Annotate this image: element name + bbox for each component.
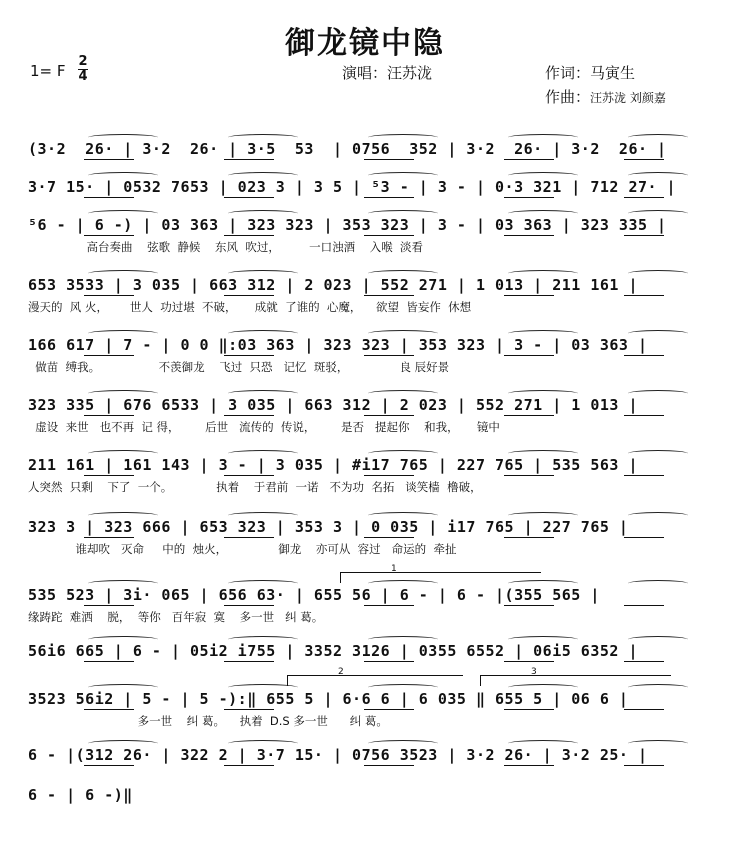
slur-mark: [368, 172, 438, 179]
beam-underline: [504, 159, 554, 160]
slur-mark: [628, 270, 688, 277]
beam-underline: [624, 537, 664, 538]
composer-names: 汪苏泷 刘颜嘉: [590, 91, 666, 105]
beam-underline: [504, 355, 554, 356]
beam-underline: [364, 415, 414, 416]
beam-underline: [84, 159, 134, 160]
beam-underline: [224, 415, 274, 416]
slur-mark: [88, 390, 158, 397]
beam-underline: [84, 197, 134, 198]
volta-bracket: [340, 564, 541, 583]
slur-mark: [508, 270, 578, 277]
beam-underline: [624, 159, 664, 160]
slur-mark: [368, 512, 438, 519]
beam-underline: [224, 475, 274, 476]
lyric-text: 虚设 来世 也不再 记 得， 后世 流传的 传说， 是否 提起你 和我， 镜中: [28, 420, 500, 434]
slur-mark: [228, 450, 298, 457]
notation-text: 323 3 | 323 666 | 653 323 | 353 3 | 0 035 | i17 765 | 227 765 |: [28, 518, 629, 536]
composer-label: 作曲：: [545, 88, 591, 106]
beam-underline: [624, 235, 664, 236]
slur-mark: [628, 636, 688, 643]
beam-underline: [624, 475, 664, 476]
beam-underline: [224, 197, 274, 198]
slur-mark: [88, 636, 158, 643]
slur-mark: [88, 512, 158, 519]
lyricist-credit: 作词：马寅生: [545, 64, 636, 82]
slur-mark: [508, 210, 578, 217]
slur-mark: [228, 172, 298, 179]
slur-mark: [628, 450, 688, 457]
slur-mark: [368, 390, 438, 397]
beam-underline: [364, 295, 414, 296]
slur-mark: [628, 134, 688, 141]
lyric-text: 谁却吹 灭命 中的 烛火， 御龙 亦可从 容过 命运的 牵扯: [28, 542, 457, 556]
beam-underline: [224, 661, 274, 662]
slur-mark: [368, 740, 438, 747]
slur-mark: [88, 684, 158, 691]
volta-number: 3: [531, 667, 537, 677]
beam-underline: [624, 605, 664, 606]
beam-underline: [504, 661, 554, 662]
beam-underline: [504, 295, 554, 296]
slur-mark: [228, 390, 298, 397]
notation-text: 3·7 15· | 0532 7653 | 023 3 | 3 5 | ⁵3 - | 3 - | 0·3 321 | 712 27· |: [28, 178, 677, 196]
slur-mark: [628, 330, 688, 337]
slur-mark: [628, 172, 688, 179]
beam-underline: [364, 197, 414, 198]
slur-mark: [508, 740, 578, 747]
key-signature: 1= F: [30, 62, 66, 80]
slur-mark: [628, 210, 688, 217]
beam-underline: [504, 235, 554, 236]
slur-mark: [368, 270, 438, 277]
beam-underline: [364, 765, 414, 766]
beam-underline: [504, 415, 554, 416]
slur-mark: [228, 330, 298, 337]
notation-text: 166 617 | 7 - | 0 0 ‖:03 363 | 323 323 | 353 323 | 3 - | 03 363 |: [28, 336, 648, 354]
beam-underline: [624, 355, 664, 356]
slur-mark: [228, 740, 298, 747]
beam-underline: [84, 415, 134, 416]
beam-underline: [624, 765, 664, 766]
beam-underline: [504, 475, 554, 476]
beam-underline: [84, 235, 134, 236]
slur-mark: [88, 134, 158, 141]
notation-text: 56i6 665 | 6 - | 05i2 i755 | 3352 3126 | 0355 6552 | 06i5 6352 |: [28, 642, 638, 660]
lyric-text: 缘踌跎 难洒 脱， 等你 百年寂 寞 多一世 纠 葛。: [28, 610, 324, 624]
beam-underline: [364, 355, 414, 356]
slur-mark: [228, 210, 298, 217]
notation-text: ⁵6 - | 6 -) | 03 363 | 323 323 | 353 323 | 3 - | 03 363 | 323 335 |: [28, 216, 667, 234]
slur-mark: [368, 210, 438, 217]
slur-mark: [508, 172, 578, 179]
beam-underline: [84, 605, 134, 606]
volta-number: 2: [338, 667, 344, 677]
notation-text: 323 335 | 676 6533 | 3 035 | 663 312 | 2 023 | 552 271 | 1 013 |: [28, 396, 638, 414]
beam-underline: [224, 709, 274, 710]
beam-underline: [624, 415, 664, 416]
beam-underline: [364, 159, 414, 160]
song-title: 御龙镜中隐: [285, 26, 445, 61]
beam-underline: [504, 197, 554, 198]
notation-text: 6 - |(312 26· | 322 2 | 3·7 15· | 0756 3523 | 3·2 26· | 3·2 25· |: [28, 746, 648, 764]
beam-underline: [224, 605, 274, 606]
notation-text: 6 - | 6 -)‖: [28, 786, 133, 804]
beam-underline: [364, 537, 414, 538]
slur-mark: [88, 330, 158, 337]
beam-underline: [504, 709, 554, 710]
notation-text: 535 523 | 3i· 065 | 656 63· | 655 56 | 6 - | 6 - |(355 565 |: [28, 586, 600, 604]
beam-underline: [624, 709, 664, 710]
beam-underline: [364, 661, 414, 662]
slur-mark: [88, 210, 158, 217]
beam-underline: [364, 235, 414, 236]
beam-underline: [224, 159, 274, 160]
lyric-text: 人突然 只剩 下了 一个。 执着 于君前 一诺 不为功 名拓 谈笑樯 橹破，: [28, 480, 482, 494]
beam-underline: [364, 605, 414, 606]
slur-mark: [508, 450, 578, 457]
beam-underline: [84, 765, 134, 766]
slur-mark: [228, 270, 298, 277]
slur-mark: [508, 330, 578, 337]
time-signature: [78, 55, 88, 84]
beam-underline: [624, 197, 664, 198]
beam-underline: [224, 295, 274, 296]
lyric-text: 漫天的 风 火， 世人 功过堪 不破， 成就 了谁的 心魔， 欲望 皆妄作 休想: [28, 300, 472, 314]
slur-mark: [228, 134, 298, 141]
beam-underline: [224, 235, 274, 236]
beam-underline: [224, 765, 274, 766]
composer-credit: [545, 86, 666, 107]
lyric-text: 多一世 纠 葛。 执着 D.S 多一世 纠 葛。: [28, 714, 388, 728]
slur-mark: [628, 390, 688, 397]
lyric-text: 做苗 缚我。 不羡御龙 飞过 只恐 记忆 斑驳， 良 辰好景: [28, 360, 450, 374]
beam-underline: [84, 709, 134, 710]
notation-text: 653 3533 | 3 035 | 663 312 | 2 023 | 552 271 | 1 013 | 211 161 |: [28, 276, 638, 294]
beam-underline: [504, 537, 554, 538]
slur-mark: [228, 580, 298, 587]
singer-credit: 演唱：汪苏泷: [342, 64, 433, 82]
slur-mark: [88, 450, 158, 457]
slur-mark: [368, 330, 438, 337]
slur-mark: [88, 172, 158, 179]
slur-mark: [628, 740, 688, 747]
slur-mark: [88, 580, 158, 587]
slur-mark: [228, 636, 298, 643]
volta-bracket: [480, 667, 671, 686]
volta-bracket: [287, 667, 463, 686]
slur-mark: [508, 636, 578, 643]
slur-mark: [508, 512, 578, 519]
slur-mark: [88, 740, 158, 747]
beam-underline: [504, 765, 554, 766]
slur-mark: [88, 270, 158, 277]
slur-mark: [228, 512, 298, 519]
beam-underline: [624, 661, 664, 662]
slur-mark: [628, 512, 688, 519]
beam-underline: [84, 295, 134, 296]
slur-mark: [368, 636, 438, 643]
slur-mark: [628, 580, 688, 587]
beam-underline: [624, 295, 664, 296]
lyric-text: 高台奏曲 弦歌 静候 东风 吹过， 一口浊酒 入喉 淡看: [28, 240, 424, 254]
time-numerator: 2: [78, 54, 88, 69]
slur-mark: [368, 134, 438, 141]
beam-underline: [364, 475, 414, 476]
notation-text: 211 161 | 161 143 | 3 - | 3 035 | #i17 765 | 227 765 | 535 563 |: [28, 456, 638, 474]
volta-number: 1: [391, 564, 397, 574]
beam-underline: [84, 355, 134, 356]
slur-mark: [508, 390, 578, 397]
beam-underline: [224, 537, 274, 538]
beam-underline: [84, 475, 134, 476]
beam-underline: [224, 355, 274, 356]
slur-mark: [508, 134, 578, 141]
slur-mark: [368, 450, 438, 457]
time-denominator: 4: [78, 69, 88, 84]
notation-text: (3·2 26· | 3·2 26· | 3·5 53 | 0756 352 | 3·2 26· | 3·2 26· |: [28, 140, 667, 158]
beam-underline: [364, 709, 414, 710]
beam-underline: [84, 661, 134, 662]
beam-underline: [84, 537, 134, 538]
beam-underline: [504, 605, 554, 606]
notation-text: 3523 56i2 | 5 - | 5 -):‖ 655 5 | 6·6 6 | 6 035 ‖ 655 5 | 06 6 |: [28, 690, 629, 708]
